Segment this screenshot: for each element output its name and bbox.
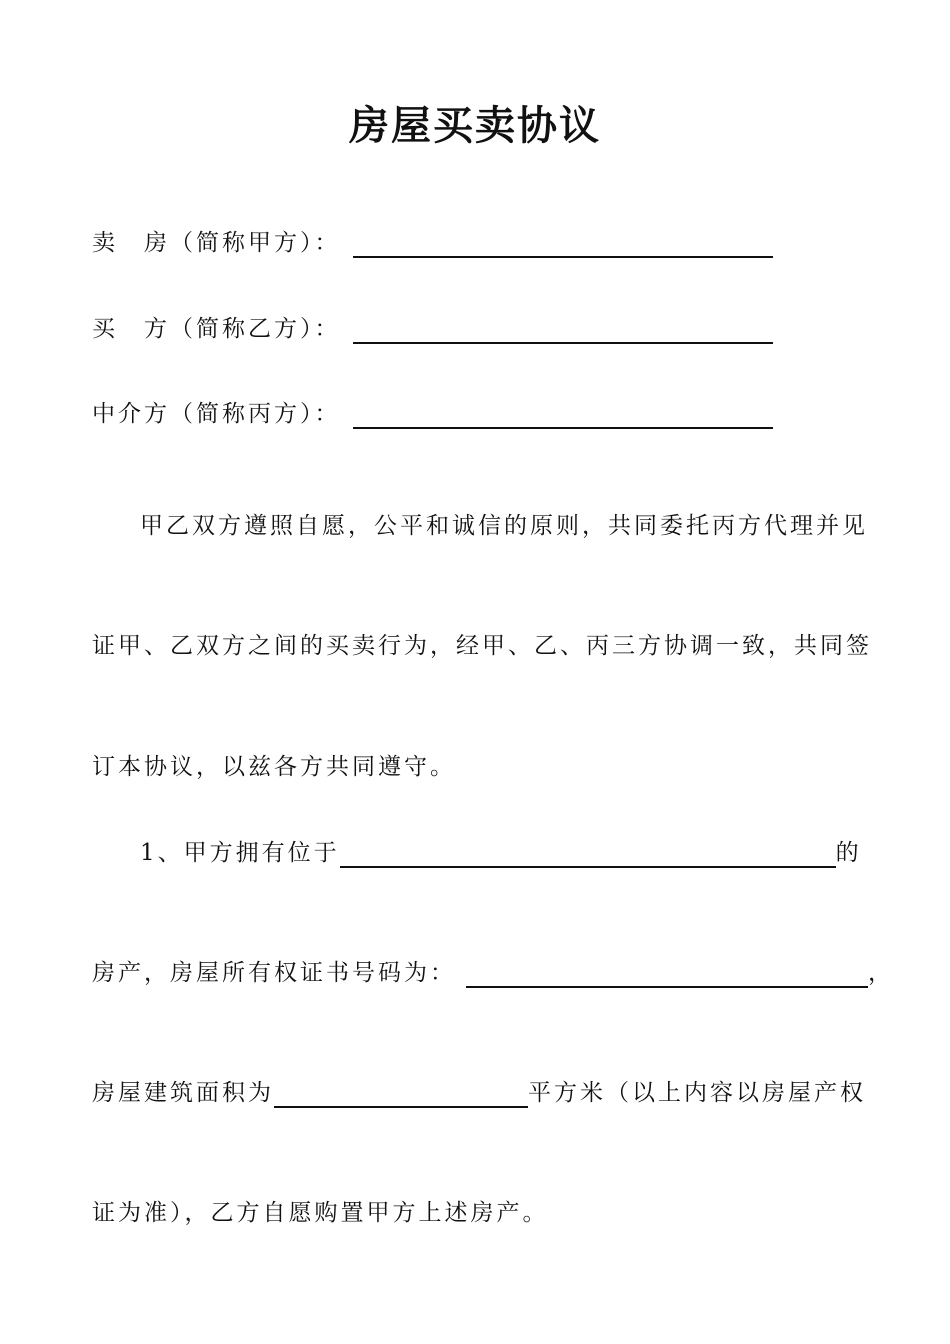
floor-area-blank[interactable] xyxy=(274,1080,528,1108)
intro-line-3: 订本协议，以兹各方共同遵守。 xyxy=(92,754,456,780)
clause1-line1-suffix: 的 xyxy=(835,840,862,866)
party-buyer-blank[interactable] xyxy=(353,316,773,344)
clause1-line3-prefix: 房屋建筑面积为 xyxy=(92,1080,274,1106)
party-agent-label: 中介方（简称丙方）： xyxy=(92,401,341,427)
party-seller-label: 卖 房（简称甲方）： xyxy=(92,230,341,256)
party-agent-row xyxy=(92,399,773,429)
intro-line-2: 证甲、乙双方之间的买卖行为，经甲、乙、丙三方协调一致，共同签 xyxy=(92,633,872,659)
party-buyer-label: 买 方（简称乙方）： xyxy=(92,316,341,342)
property-location-blank[interactable] xyxy=(340,840,836,868)
clause1-line2-suffix: ， xyxy=(868,960,894,986)
clause1-line-2 xyxy=(92,958,894,988)
party-buyer-row xyxy=(92,314,773,344)
document-title: 房屋买卖协议 xyxy=(349,102,601,149)
clause1-line-3 xyxy=(92,1078,866,1108)
party-seller-blank[interactable] xyxy=(353,230,773,258)
clause1-line1-prefix: 1、甲方拥有位于 xyxy=(140,840,340,866)
clause1-line2-prefix: 房产，房屋所有权证书号码为： xyxy=(92,960,456,986)
party-agent-blank[interactable] xyxy=(353,401,773,429)
clause1-line-1 xyxy=(140,838,862,868)
party-seller-row xyxy=(92,228,773,258)
certificate-number-blank[interactable] xyxy=(466,960,868,988)
clause1-line3-suffix: 平方米（以上内容以房屋产权 xyxy=(528,1080,866,1106)
clause1-line-4: 证为准），乙方自愿购置甲方上述房产。 xyxy=(92,1200,549,1226)
intro-line-1: 甲乙双方遵照自愿，公平和诚信的原则，共同委托丙方代理并见 xyxy=(140,513,868,539)
